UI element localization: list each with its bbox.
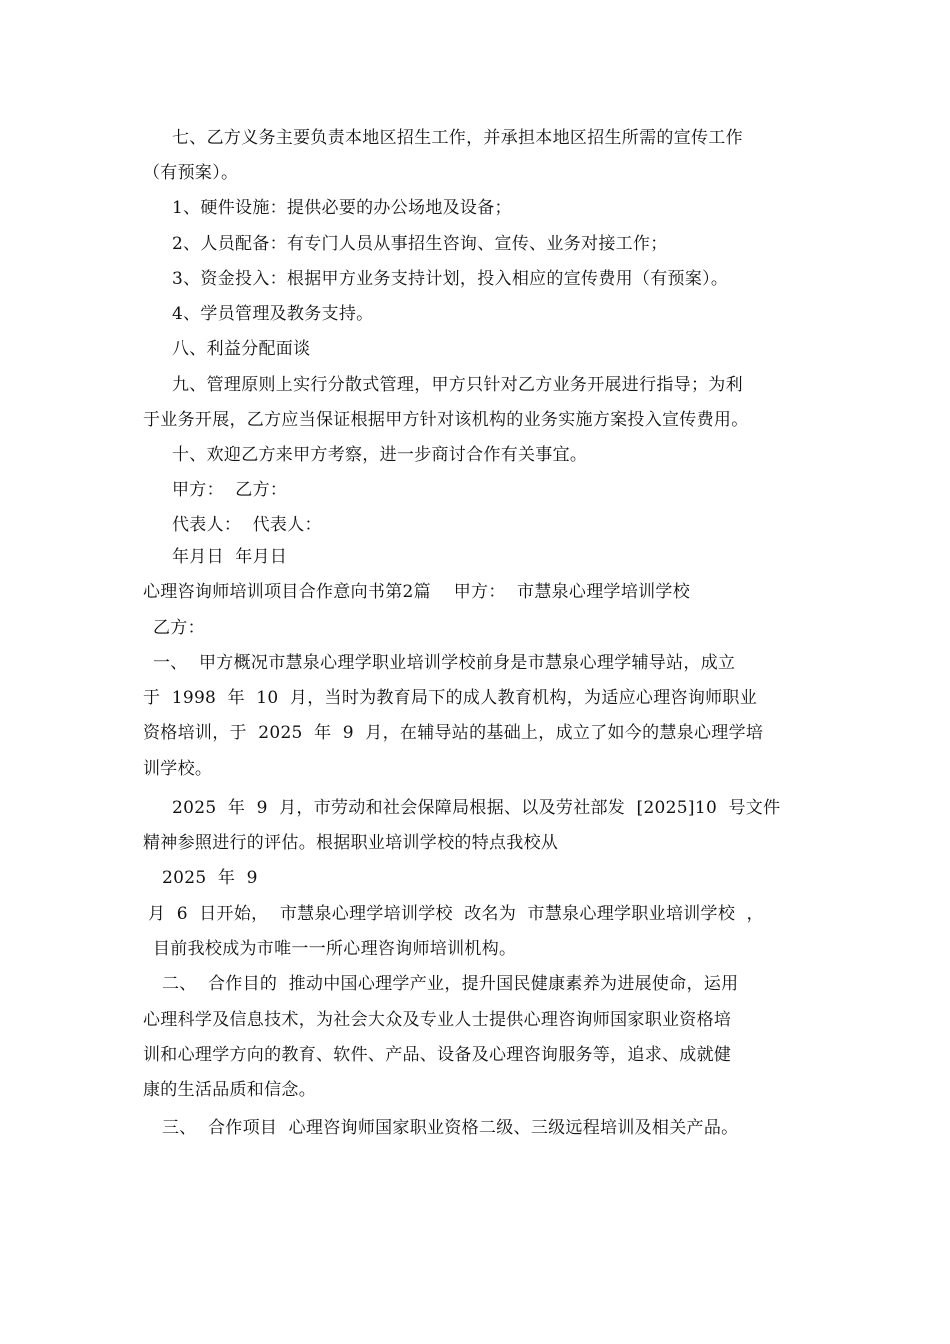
signature-parties: 甲方： 乙方：	[172, 480, 288, 500]
text-line: 资格培训，于 2025 年 9 月，在辅导站的基础上，成立了如今的慧泉心理学培	[143, 723, 764, 743]
text-line: 九、管理原则上实行分散式管理，甲方只针对乙方业务开展进行指导；为利	[172, 375, 743, 395]
document-title-line: 心理咨询师培训项目合作意向书第2篇 甲方： 市慧泉心理学培训学校	[143, 582, 691, 602]
text-line: 训和心理学方向的教育、软件、产品、设备及心理咨询服务等，追求、成就健	[143, 1045, 732, 1065]
section-heading: 八、利益分配面谈	[172, 339, 311, 359]
text-line: 训学校。	[143, 759, 213, 779]
text-line: 三、 合作项目 心理咨询师国家职业资格二级、三级远程培训及相关产品。	[162, 1118, 739, 1138]
signature-representatives: 代表人： 代表人：	[172, 515, 322, 535]
text-line: 一、 甲方概况市慧泉心理学职业培训学校前身是市慧泉心理学辅导站，成立	[153, 653, 736, 673]
text-line: 康的生活品质和信念。	[143, 1080, 316, 1100]
text-line: 十、欢迎乙方来甲方考察，进一步商讨合作有关事宜。	[172, 445, 588, 465]
text-line: 3、资金投入：根据甲方业务支持计划，投入相应的宣传费用（有预案）。	[172, 269, 729, 289]
text-line: 乙方：	[153, 618, 205, 638]
signature-dates: 年月日 年月日	[172, 547, 288, 567]
text-line: 月 6 日开始， 市慧泉心理学培训学校 改名为 市慧泉心理学职业培训学校 ，	[148, 904, 764, 924]
text-line: 4、学员管理及教务支持。	[172, 304, 374, 324]
text-line: 二、 合作目的 推动中国心理学产业，提升国民健康素养为进展使命，运用	[162, 974, 739, 994]
text-line: 心理科学及信息技术，为社会大众及专业人士提供心理咨询师国家职业资格培	[143, 1010, 732, 1030]
text-line: 于业务开展，乙方应当保证根据甲方针对该机构的业务实施方案投入宣传费用。	[143, 410, 749, 430]
text-line: 2025 年 9	[162, 868, 258, 888]
text-line: 精神参照进行的评估。根据职业培训学校的特点我校从	[143, 833, 559, 853]
text-line: （有预案）。	[143, 163, 239, 183]
text-line: 于 1998 年 10 月，当时为教育局下的成人教育机构，为适应心理咨询师职业	[143, 688, 758, 708]
text-line: 1、硬件设施：提供必要的办公场地及设备；	[172, 198, 512, 218]
text-line: 2、人员配备：有专门人员从事招生咨询、宣传、业务对接工作；	[172, 234, 668, 254]
text-line: 七、乙方义务主要负责本地区招生工作，并承担本地区招生所需的宣传工作	[172, 128, 743, 148]
text-line: 目前我校成为市唯一一所心理咨询师培训机构。	[153, 939, 517, 959]
text-line: 2025 年 9 月，市劳动和社会保障局根据、以及劳社部发 [2025]10 号文件	[172, 798, 781, 818]
